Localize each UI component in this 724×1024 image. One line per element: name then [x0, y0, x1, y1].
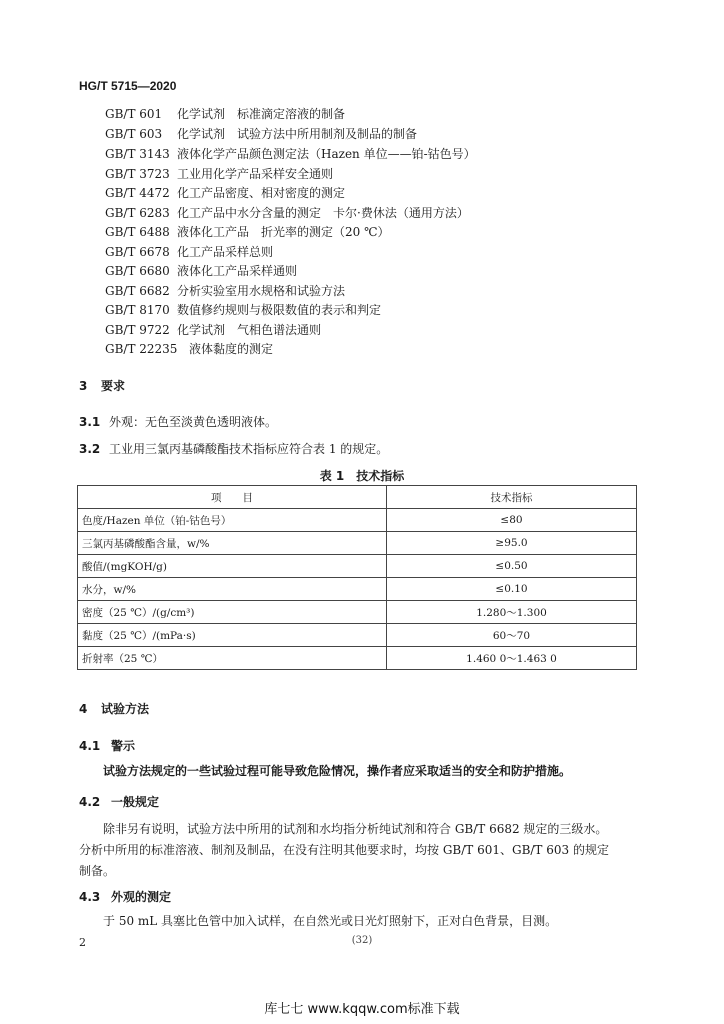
reference-item: GB/T 6283 化工产品中水分含量的测定 卡尔·费休法（通用方法） — [105, 206, 469, 220]
clause-4-3-heading: 4.3 外观的测定 — [79, 890, 172, 904]
appearance-test-text: 于 50 mL 具塞比色管中加入试样，在自然光或日光灯照射下，正对白色背景，目测。 — [103, 914, 558, 928]
page-number: 2 — [79, 936, 86, 949]
warning-text: 试验方法规定的一些试验过程可能导致危险情况，操作者应采取适当的安全和防护措施。 — [103, 764, 572, 778]
general-rules-line-3: 制备。 — [79, 864, 116, 878]
reference-item: GB/T 3723 工业用化学产品采样安全通则 — [105, 167, 334, 181]
column-header-item: 项 目 — [78, 486, 387, 509]
general-rules-line-1: 除非另有说明，试验方法中所用的试剂和水均指分析纯试剂和符合 GB/T 6682 规定的三级水。 — [103, 822, 608, 836]
table-row: 酸值/(mgKOH/g) ≤0.50 — [78, 555, 637, 578]
section-3-heading: 3 要求 — [79, 379, 126, 393]
standard-code: HG/T 5715—2020 — [79, 79, 177, 93]
reference-item: GB/T 3143 液体化学产品颜色测定法（Hazen 单位——铂-钴色号） — [105, 147, 476, 161]
clause-3-1: 3.1 外观：无色至淡黄色透明液体。 — [79, 415, 278, 429]
technical-indicators-table — [77, 485, 637, 670]
general-rules-line-2: 分析中所用的标准溶液、制剂及制品，在没有注明其他要求时，均按 GB/T 601、GB/T 603 的规定 — [79, 843, 609, 857]
reference-item: GB/T 601 化学试剂 标准滴定溶液的制备 — [105, 107, 346, 121]
reference-item: GB/T 9722 化学试剂 气相色谱法通则 — [105, 323, 322, 337]
sheet-number: (32) — [351, 935, 373, 946]
reference-item: GB/T 6488 液体化工产品 折光率的测定（20 ℃） — [105, 225, 390, 239]
reference-item: GB/T 6678 化工产品采样总则 — [105, 245, 274, 259]
reference-item: GB/T 6680 液体化工产品采样通则 — [105, 264, 298, 278]
table-row: 黏度（25 ℃）/(mPa·s) 60～70 — [78, 624, 637, 647]
clause-4-1-heading: 4.1 警示 — [79, 739, 136, 753]
table-row: 水分，w/% ≤0.10 — [78, 578, 637, 601]
clause-4-2-heading: 4.2 一般规定 — [79, 795, 160, 809]
clause-3-2: 3.2 工业用三氯丙基磷酸酯技术指标应符合表 1 的规定。 — [79, 442, 389, 456]
reference-item: GB/T 603 化学试剂 试验方法中所用制剂及制品的制备 — [105, 127, 418, 141]
table-header-row — [78, 486, 637, 509]
reference-item: GB/T 4472 化工产品密度、相对密度的测定 — [105, 186, 346, 200]
column-header-value: 技术指标 — [387, 486, 637, 509]
section-4-heading: 4 试验方法 — [79, 702, 150, 716]
table-row: 折射率（25 ℃） 1.460 0～1.463 0 — [78, 647, 637, 670]
reference-item: GB/T 8170 数值修约规则与极限数值的表示和判定 — [105, 303, 382, 317]
table-row: 密度（25 ℃）/(g/cm³) 1.280～1.300 — [78, 601, 637, 624]
table-row: 色度/Hazen 单位（铂-钴色号） ≤80 — [78, 509, 637, 532]
reference-item: GB/T 6682 分析实验室用水规格和试验方法 — [105, 284, 346, 298]
table-row: 三氯丙基磷酸酯含量，w/% ≥95.0 — [78, 532, 637, 555]
table-caption: 表 1 技术指标 — [319, 469, 405, 483]
watermark-text: 库七七 www.kqqw.com标准下载 — [264, 1002, 460, 1017]
reference-item: GB/T 22235 液体黏度的测定 — [105, 342, 274, 356]
